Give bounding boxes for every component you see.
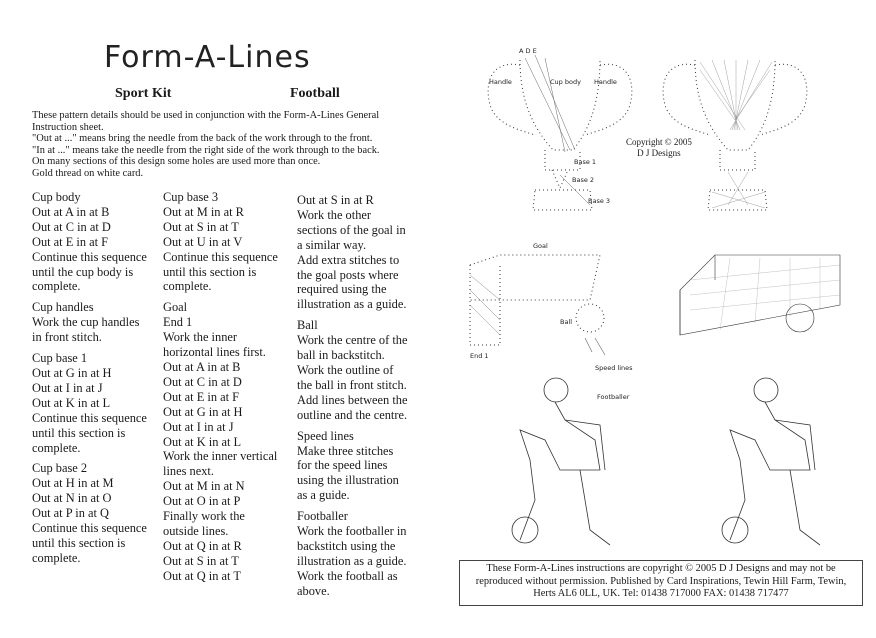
section-heading: Out at S in at R [297,193,374,207]
instruction-line: until this section is [32,535,126,550]
instruction-line: Out at E in at F [163,389,240,404]
instruction-line: complete. [32,550,81,565]
instruction-line: Out at Q in at T [163,568,241,583]
instruction-line: Out at S in at T [163,219,239,234]
instruction-line: Out at Q in at R [163,538,242,553]
instruction-line: Work the inner vertical [163,449,278,464]
instruction-line: Out at S in at T [163,553,239,568]
instruction-line: Out at G in at H [32,365,112,380]
subtitle-football: Football [290,86,340,101]
label-footballer: Footballer [597,393,630,401]
instruction-section [32,190,147,294]
credit-line: D J Designs [637,148,681,158]
instruction-line: Out at O in at P [163,494,241,509]
goal-stitches [470,275,500,335]
instruction-line: above. [297,583,330,598]
intro-line: These pattern details should be used in conjunction with the Form-A-Lines General [32,110,380,121]
instruction-line: outside lines. [163,523,229,538]
instruction-line: complete. [32,279,81,294]
instruction-section [163,190,278,294]
instruction-line: a similar way. [297,237,367,252]
instruction-line: Out at A in at B [32,204,110,219]
instruction-line: Out at U in at V [163,234,243,249]
instruction-section [297,318,407,422]
instructions-column-1 [32,190,147,572]
instruction-line: Out at K in at L [163,434,242,449]
label-ball: Ball [560,318,573,326]
instruction-line: Out at P in at Q [32,506,109,521]
intro-line: "In at ..." means take the needle from the right side of the work through to the back. [32,144,380,156]
instruction-line: Add lines between the [297,392,408,407]
instruction-line: Finally work the [163,509,245,524]
instruction-line: Out at E in at F [32,234,109,249]
instruction-section [163,300,278,583]
copyright-line: reproduced without permission. Published by Card Inspirations, Tewin Hill Farm, Tewin, [475,575,847,587]
instruction-line: Make three stitches [297,443,394,458]
instruction-line: Out at K in at L [32,395,111,410]
instruction-section [32,351,147,455]
section-heading: Cup body [32,190,81,204]
instruction-line: Out at A in at B [163,359,241,374]
instruction-line: End 1 [163,315,193,330]
label-goal: Goal [533,242,548,250]
copyright-line: Herts AL6 0LL, UK. Tel: 01438 717000 FAX: 01438 717477 [533,588,789,600]
section-heading: Cup base 1 [32,351,88,366]
instruction-line: Work the cup handles [32,315,140,330]
instruction-line: Work the outline of [297,362,394,377]
instruction-line: Out at C in at D [163,374,242,389]
instruction-section [32,461,147,565]
instruction-line: using the illustration [297,473,399,488]
label-base-2: Base 2 [572,176,595,184]
instruction-line: for the speed lines [297,458,388,473]
instruction-line: Out at M in at N [163,479,245,494]
instruction-line: as a guide. [297,488,350,503]
instruction-line: Work the other [297,207,372,222]
section-heading: Cup base 3 [163,190,219,204]
label-base-3: Base 3 [588,197,611,205]
instruction-line: Continue this sequence [32,410,147,425]
intro-line: On many sections of this design some holes are used more than once. [32,156,321,168]
section-heading: Footballer [297,509,348,524]
instruction-line: the goal posts where [297,267,399,282]
instruction-line: lines next. [163,464,214,479]
instruction-line: the ball in front stitch. [297,377,407,392]
section-heading: Cup base 2 [32,461,88,476]
cup-filled-diagram [663,60,807,210]
instruction-line: Continue this sequence [32,521,147,536]
goal-filled-diagram [680,255,840,335]
instruction-line: Out at I in at J [32,380,103,395]
footballer-left-diagram [512,378,610,545]
label-handle-left: Handle [489,78,512,86]
instruction-line: Out at N in at O [32,491,112,506]
instruction-line: complete. [163,279,212,294]
intro-text [32,110,442,180]
section-heading: Ball [297,318,318,333]
instruction-line: Out at C in at D [32,219,111,234]
instruction-line: Work the footballer in [297,524,407,539]
copyright-line: These Form-A-Lines instructions are copyright © 2005 D J Designs and may not be [486,563,836,574]
instruction-line: Work the inner [163,330,238,345]
instruction-line: sections of the goal in [297,222,406,237]
speed-lines-icon [585,338,605,355]
copyright-box [459,560,863,606]
label-handle-right: Handle [594,78,617,86]
instruction-section [32,300,147,345]
label-base-1: Base 1 [574,158,597,166]
cup-filled-stitches [700,60,772,208]
label-cup-body: Cup body [550,78,581,86]
label-speed-lines: Speed lines [595,364,633,372]
instruction-line: Out at H in at M [32,476,114,491]
section-heading: Speed lines [297,428,354,443]
subtitle-sport-kit: Sport Kit [115,86,172,101]
instruction-line: outline and the centre. [297,407,408,422]
instruction-line: in front stitch. [32,330,102,345]
credit-line: Copyright © 2005 [626,137,692,147]
instruction-line: Out at G in at H [163,404,243,419]
instruction-line: illustration as a guide. [297,297,407,312]
instruction-line: until the cup body is [32,264,134,279]
instruction-line: horizontal lines first. [163,345,266,360]
page-title: Form-A-Lines [104,40,311,75]
instruction-line: Work the centre of the [297,333,408,348]
instruction-line: until this section is [163,264,257,279]
instruction-line: Add extra stitches to [297,252,400,267]
label-end-1: End 1 [470,352,489,360]
pattern-diagrams [455,40,876,560]
instruction-line: ball in backstitch. [297,348,385,363]
intro-line: Gold thread on white card. [32,167,144,179]
instructions-column-2 [163,190,278,590]
instruction-line: backstitch using the [297,538,396,553]
instruction-line: until this section is [32,425,126,440]
instruction-line: Continue this sequence [32,249,147,264]
instruction-line: complete. [32,440,81,455]
instructions-column-3 [297,193,407,605]
instruction-section [297,193,407,312]
goal-outline-diagram [470,255,604,345]
instruction-section [297,429,407,504]
intro-line: Instruction sheet. [32,121,104,133]
instruction-line: Continue this sequence [163,249,278,264]
section-heading: Cup handles [32,300,94,315]
diagram-credit [626,137,692,159]
instruction-line: Out at M in at R [163,204,244,219]
footballer-right-diagram [722,378,820,545]
section-heading: Goal [163,300,188,315]
intro-line: "Out at ..." means bring the needle from the back of the work through to the front. [32,133,373,145]
instruction-line: required using the [297,282,387,297]
instruction-line: Work the football as [297,568,398,583]
label-top-letters: A D E [519,47,537,55]
instruction-line: illustration as a guide. [297,553,407,568]
instruction-line: Out at I in at J [163,419,234,434]
instruction-section [297,509,407,598]
